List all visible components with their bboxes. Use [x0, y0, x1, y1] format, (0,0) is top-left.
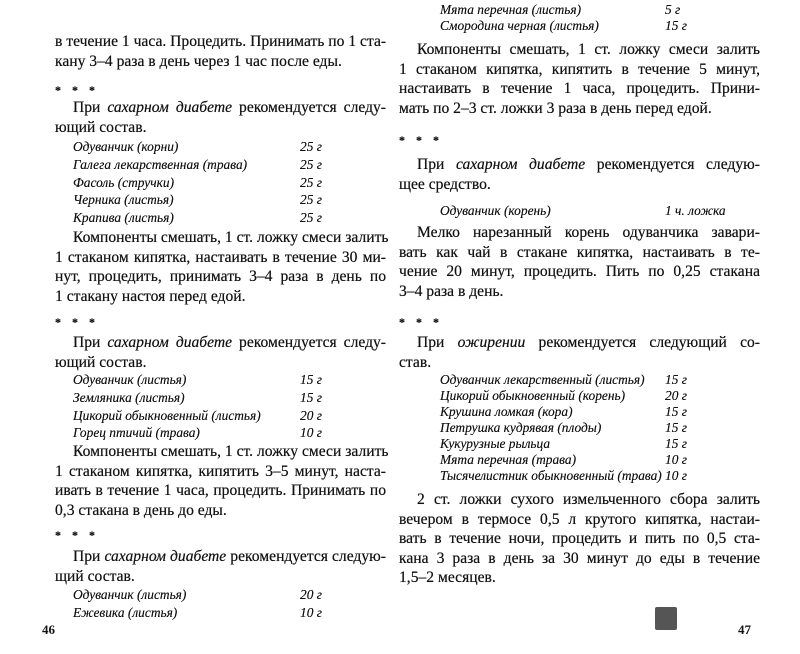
intro-block [55, 333, 386, 372]
text-line: настаивать в течение 1 часа, процедить. Прини- [399, 80, 760, 98]
para-block [399, 223, 760, 301]
ingredient-amount: 15 г [300, 372, 322, 387]
ingredient-row [55, 156, 386, 174]
ingredient-name: Галега лекарственная (трава) [73, 156, 248, 172]
ingredient-name: Крапива (листья) [73, 210, 174, 226]
intro-text: При [417, 334, 458, 351]
intro-text: При [73, 334, 108, 351]
intro-text: рекомендуется следую- [226, 548, 386, 565]
text-line: 1 стакану настоя перед едой. [55, 287, 246, 305]
disease-name: сахарном диабете [107, 99, 233, 116]
disease-name: сахарном диабете [455, 156, 586, 173]
left-page [55, 0, 389, 654]
ingredient-row [55, 407, 386, 425]
intro-text: При [417, 156, 456, 173]
page-number-left: 46 [42, 622, 55, 637]
ingredient-row [55, 604, 386, 622]
ingredient-name: Одуванчик лекарственный (листья) [440, 372, 645, 387]
ingredients-block [399, 203, 760, 219]
ingredient-row [399, 203, 760, 219]
intro-block [55, 98, 386, 137]
ingredients-block [399, 2, 760, 34]
text-line: 1 стаканом кипятка, кипятить 3–5 минут, наста- [55, 462, 386, 480]
para-block [55, 228, 389, 306]
stars-block [55, 313, 386, 333]
ingredient-amount: 20 г [665, 388, 687, 403]
ingredient-name: Петрушка кудрявая (плоды) [440, 420, 602, 435]
ingredient-name: Смородина черная (листья) [440, 18, 599, 33]
ingredient-row [55, 191, 386, 209]
intro-text: При [73, 548, 105, 565]
ingredient-amount: 20 г [300, 587, 322, 602]
stars-block [55, 526, 386, 546]
text-line: 3–4 раза в день. [399, 282, 504, 300]
text-line: 1,5–2 месяцев. [399, 569, 496, 587]
text-line: ивать в течение 1 часа, процедить. Принимать по [55, 482, 386, 500]
ingredient-row [399, 420, 760, 436]
intro-line [399, 333, 760, 353]
intro-line [55, 547, 386, 567]
ingredient-amount: 25 г [300, 192, 322, 208]
para-block [399, 40, 760, 118]
ingredient-name: Черника (листья) [73, 192, 174, 208]
ingredient-row [55, 209, 386, 227]
ingredient-name: Ежевика (листья) [73, 604, 178, 620]
ingredient-name: Фасоль (стручки) [73, 174, 175, 190]
ingredient-amount: 1 ч. ложка [665, 203, 726, 218]
ingredient-name: Горец птичий (трава) [73, 425, 200, 441]
section-separator: * * * [55, 315, 99, 329]
ingredient-name: Тысячелистник обыкновенный (трава) [440, 468, 662, 483]
disease-name: сахарном диабете [104, 548, 227, 565]
text-line: кану 3–4 раза в день через 1 час после еды. [55, 52, 342, 70]
ingredient-name: Кукурузные рыльца [440, 436, 551, 451]
ingredient-amount: 25 г [300, 210, 322, 226]
ingredient-row [55, 174, 386, 192]
ingredient-name: Крушина ломкая (кора) [440, 404, 573, 419]
intro-block [399, 333, 760, 372]
intro-line [55, 333, 386, 353]
section-separator: * * * [399, 315, 443, 329]
ingredient-amount: 25 г [300, 139, 322, 154]
publisher-logo [655, 607, 677, 630]
ingredient-name: Одуванчик (листья) [73, 587, 187, 602]
intro-line: ющий состав. [55, 118, 147, 136]
ingredient-amount: 20 г [300, 407, 322, 423]
intro-text: рекомендуется следу- [232, 334, 386, 351]
ingredient-amount: 10 г [665, 452, 687, 467]
ingredient-amount: 15 г [665, 372, 687, 387]
section-separator: * * * [55, 528, 99, 542]
intro-block [55, 547, 386, 586]
ingredient-row [399, 388, 760, 404]
text-line: нут, процедить, принимать 3–4 раза в день по [55, 268, 386, 286]
ingredient-amount: 5 г [665, 2, 681, 17]
ingredient-name: Одуванчик (корни) [73, 139, 179, 154]
text-line: Компоненты смешать, 1 ст. ложку смеси залить [73, 443, 389, 460]
text-line: 0,3 стакана в день до еды. [55, 501, 227, 519]
text-line: вать в течение ночи, процедить и пить по 0,5 ста- [399, 530, 760, 548]
text-line: 1 стаканом кипятка, настаивать в течение 30 ми- [55, 248, 386, 266]
ingredient-amount: 10 г [300, 604, 322, 620]
ingredient-name: Земляника (листья) [73, 389, 185, 405]
disease-name: ожирении [457, 334, 526, 351]
para-block [55, 32, 386, 71]
text-line: 2 ст. ложки сухого измельченного сбора залить [417, 491, 760, 508]
intro-text: При [73, 99, 108, 116]
text-line: мать по 2–3 ст. ложки 3 раза в день перед едой. [399, 99, 712, 117]
section-separator: * * * [399, 133, 443, 147]
ingredient-row [399, 18, 760, 34]
ingredient-amount: 15 г [665, 436, 687, 451]
intro-line [399, 155, 760, 175]
text-line: чение 20 минут, процедить. Пить по 0,25 стакана [399, 263, 760, 281]
ingredients-block [55, 371, 386, 442]
page-number-right: 47 [738, 622, 751, 637]
para-block [399, 490, 760, 588]
ingredient-amount: 15 г [665, 420, 687, 435]
text-line: вечером в термосе 0,5 л крутого кипятка, настаи- [399, 510, 760, 528]
ingredient-name: Цикорий обыкновенный (корень) [440, 388, 626, 403]
text-line: вать как чай в стакане кипятка, настаивать в те- [399, 243, 760, 261]
ingredients-block [55, 138, 386, 227]
ingredient-row [55, 138, 386, 156]
ingredient-name: Одуванчик (корень) [440, 203, 551, 218]
ingredient-row [399, 2, 760, 18]
ingredient-amount: 25 г [300, 156, 322, 172]
intro-block [399, 155, 760, 194]
intro-line: ющий состав. [55, 353, 147, 371]
section-separator: * * * [55, 83, 99, 97]
ingredient-row [55, 424, 386, 442]
ingredient-amount: 10 г [665, 468, 687, 483]
ingredient-amount: 15 г [300, 389, 322, 405]
ingredients-block [399, 372, 760, 484]
intro-line: став. [399, 353, 432, 371]
intro-line: щее средство. [399, 175, 491, 193]
intro-text: рекомендуется следующий со- [525, 334, 760, 351]
intro-text: рекомендуется следу- [232, 99, 386, 116]
ingredient-row [399, 436, 760, 452]
text-line: Компоненты смешать, 1 ст. ложку смеси залить [417, 41, 760, 58]
text-line: кана 3 раза в день за 30 минут до еды в течение [399, 549, 760, 567]
ingredient-name: Цикорий обыкновенный (листья) [73, 407, 261, 423]
text-line: 1 стаканом кипятка, кипятить в течение 5 минут, [399, 60, 760, 78]
ingredient-amount: 15 г [665, 404, 687, 419]
stars-block [399, 131, 760, 151]
intro-line [55, 98, 386, 118]
intro-text: рекомендуется следую- [585, 156, 760, 173]
ingredient-amount: 10 г [300, 425, 322, 441]
ingredient-row [399, 468, 760, 484]
ingredient-amount: 25 г [300, 174, 322, 190]
stars-block [399, 313, 760, 333]
ingredient-row [399, 452, 760, 468]
ingredient-amount: 15 г [665, 18, 687, 33]
disease-name: сахарном диабете [107, 334, 233, 351]
text-line: в течение 1 часа. Процедить. Принимать по 1 ста- [55, 33, 387, 50]
ingredient-name: Одуванчик (листья) [73, 372, 187, 387]
ingredient-name: Мята перечная (трава) [440, 452, 577, 467]
right-page [399, 0, 760, 654]
para-block [55, 442, 389, 520]
ingredient-row [55, 389, 386, 407]
text-line: Компоненты смешать, 1 ст. ложку смеси залить [73, 229, 389, 246]
ingredient-row [55, 586, 386, 604]
ingredient-row [399, 372, 760, 388]
text-line: Мелко нарезанный корень одуванчика завари- [417, 224, 760, 241]
ingredient-row [399, 404, 760, 420]
intro-line: щий состав. [55, 567, 135, 585]
ingredients-block [55, 586, 386, 622]
ingredient-name: Мята перечная (листья) [440, 2, 582, 17]
ingredient-row [55, 371, 386, 389]
